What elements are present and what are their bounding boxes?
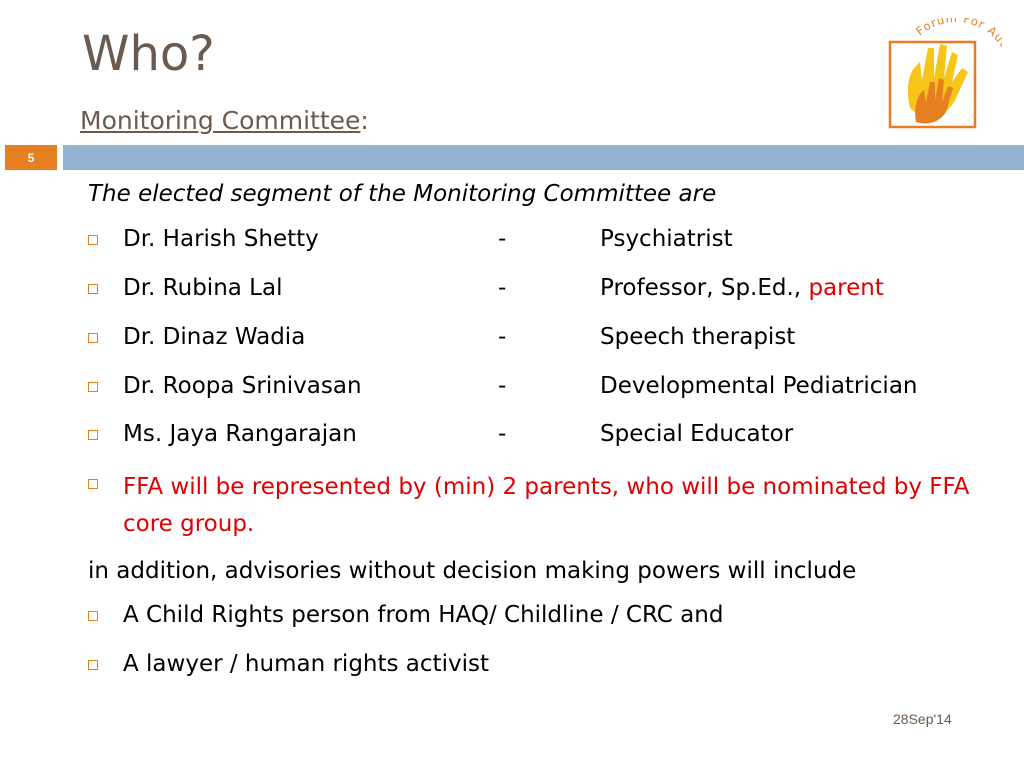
member-dash: - [498, 372, 507, 399]
member-dash: - [498, 274, 507, 301]
bullet-icon [88, 611, 98, 621]
bullet-icon [88, 382, 98, 392]
member-role: Speech therapist [600, 323, 796, 350]
member-name: Ms. Jaya Rangarajan [123, 421, 357, 448]
slide-subtitle [80, 106, 369, 136]
header-bar [63, 145, 1024, 170]
member-dash: - [498, 421, 507, 448]
bullet-icon [88, 284, 98, 294]
logo-text: Forum For A [913, 18, 1001, 40]
subtitle-text: Monitoring Committee [80, 106, 361, 135]
member-role: Developmental Pediatrician [600, 372, 918, 399]
bullet-icon [88, 660, 98, 670]
forum-for-autism-logo [880, 18, 1002, 134]
member-name: Dr. Harish Shetty [123, 225, 319, 252]
member-role: Special Educator [600, 421, 794, 448]
member-role: Psychiatrist [600, 225, 733, 252]
bullet-icon [88, 333, 98, 343]
slide-date: 28Sep'14 [893, 711, 952, 727]
list-item [88, 372, 988, 402]
slide-number: 5 [5, 145, 57, 170]
hands-logo-icon [880, 18, 1002, 134]
member-role-extra: parent [808, 274, 884, 301]
slide-content [88, 180, 988, 699]
list-item [88, 601, 988, 631]
advisory-text: A Child Rights person from HAQ/ Childline / CRC and [123, 601, 724, 628]
member-role: Professor, Sp.Ed., [600, 274, 802, 301]
member-dash: - [498, 225, 507, 252]
list-item [88, 323, 988, 353]
slide-title: Who? [82, 26, 215, 82]
member-dash: - [498, 323, 507, 350]
list-item [88, 469, 988, 543]
list-item [88, 420, 988, 450]
subtitle-colon: : [360, 106, 369, 135]
advisory-text: A lawyer / human rights activist [123, 650, 489, 677]
list-item [88, 274, 988, 304]
member-name: Dr. Rubina Lal [123, 274, 283, 301]
bullet-icon [88, 430, 98, 440]
bullet-icon [88, 235, 98, 245]
ffa-note: FFA will be represented by (min) 2 parents, who will be nominated by FFA core group. [123, 474, 970, 538]
list-item [88, 650, 988, 680]
member-name: Dr. Roopa Srinivasan [123, 372, 362, 399]
intro-text: The elected segment of the Monitoring Committee are [88, 181, 717, 207]
bullet-icon [88, 479, 98, 489]
list-item [88, 225, 988, 255]
member-name: Dr. Dinaz Wadia [123, 323, 306, 350]
advisory-intro: in addition, advisories without decision making powers will include [88, 557, 857, 584]
